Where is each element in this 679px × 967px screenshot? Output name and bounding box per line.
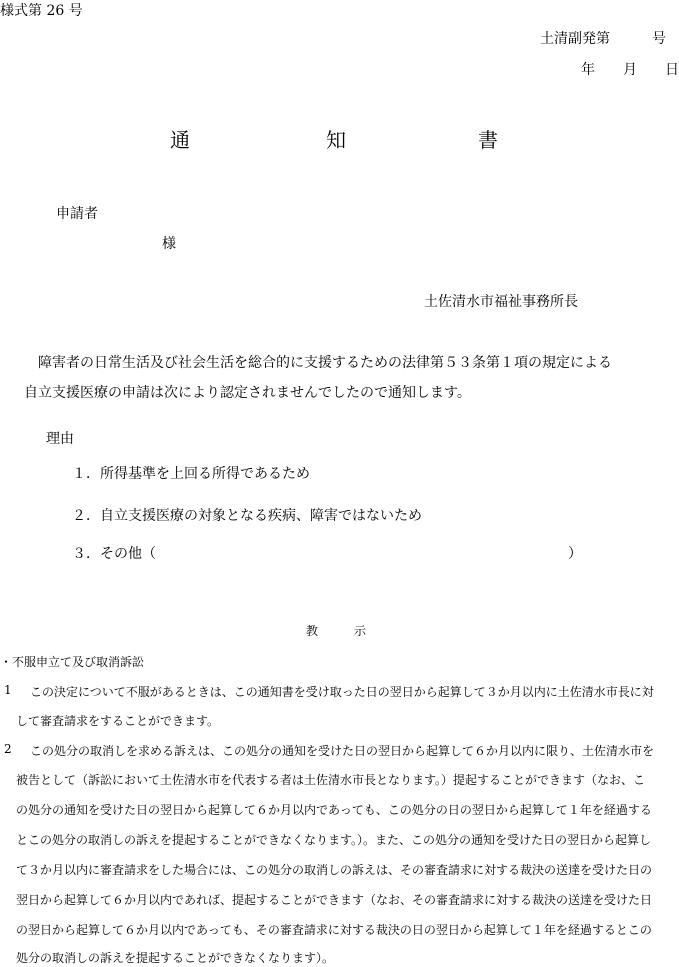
notice-line-1: 障害者の日常生活及び社会生活を総合的に支援するための法律第５３条第１項の規定による — [38, 355, 612, 371]
reason-item-3: ３．その他（ — [72, 546, 156, 562]
item-1-line: して審査請求をすることができます。 — [16, 714, 220, 728]
item-1-line: この決定について不服があるときは、この通知書を受け取った日の翌日から起算して３か月以内に土佐清水市長に対 — [30, 685, 654, 699]
reason-item-2: ２．自立支援医療の対象となる疾病、障害ではないため — [72, 508, 422, 524]
title-char-3: 書 — [478, 128, 498, 152]
reason-label: 理由 — [46, 431, 74, 447]
item-2-line: て３か月以内に審査請求をした場合には、この処分の取消しの訴えは、その審査請求に対する裁決の送達を受けた日の — [16, 863, 653, 877]
item-2-line: 処分の取消しの訴えを提起することができなくなります）。 — [16, 951, 335, 965]
reason-item-1: １．所得基準を上回る所得であるため — [72, 466, 310, 482]
item-2-line: 翌日から起算して６か月以内であれば、提起することができます（なお、その審査請求に対する裁決の送達を受けた日 — [16, 893, 653, 907]
title-char-2: 知 — [326, 128, 346, 152]
issuer: 土佐清水市福祉事務所長 — [424, 294, 578, 310]
title-char-1: 通 — [170, 128, 190, 152]
item-2-line: の処分の通知を受けた日の翌日から起算して６か月以内であっても、この処分の日の翌日から起算して１年を経過する — [16, 803, 652, 817]
item-2-line: の翌日から起算して６か月以内であっても、その審査請求に対する裁決の日の翌日から起算して１年を経過するとこの — [16, 923, 652, 937]
item-2-line: とこの処分の取消しの訴えを提起することができなくなります。）。また、この処分の通知を受けた日の翌日から起算し — [16, 833, 652, 847]
instruction-heading: 教 示 — [306, 624, 367, 638]
appeal-heading: ・不服申立て及び取消訴訟 — [0, 655, 145, 669]
item-2-line: この処分の取消しを求める訴えは、この処分の通知を受けた日の翌日から起算して６か月以内に限り、土佐清水市を — [30, 744, 655, 758]
item-2-number: 2 — [4, 742, 12, 756]
form-number: 様式第 26 号 — [0, 3, 83, 19]
document-number: 土清副発第 号 — [540, 31, 666, 47]
notice-line-2: 自立支援医療の申請は次により認定されませんでしたので通知します。 — [24, 385, 471, 401]
reason-close-paren: ） — [568, 546, 582, 562]
honorific: 様 — [162, 236, 176, 252]
item-2-line: 被告として（訴訟において土佐清水市を代表する者は土佐清水市長となります。）提起することができます（なお、こ — [16, 773, 646, 787]
item-1-number: 1 — [4, 683, 12, 697]
date-line: 年 月 日 — [581, 62, 679, 78]
applicant-label: 申請者 — [56, 206, 98, 222]
